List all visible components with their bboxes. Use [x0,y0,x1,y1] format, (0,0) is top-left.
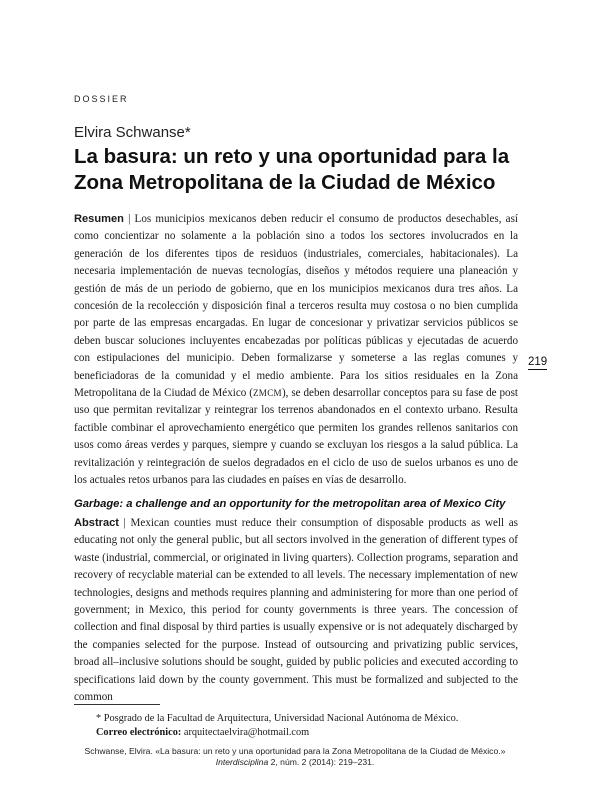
resumen-text-part2: ), se deben desarrollar conceptos para su fase de post uso que permitan revitalizar y reintegrar los terrenos abandonados en el contexto urbano. Resulta factible combinar el aprovechamiento energético que permiten los grandes rellenos sanitarios con usos como áreas verdes y parques, siempre y cuando se excluyan los riesgos a la salud pública. La revitalización y reintegración de suelos degradados en el ciclo de uso de suelos urbanos es uno de los actuales retos urbanos para las ciudades en países en vías de desarrollo. [74,387,518,487]
author-name: Elvira Schwanse* [74,124,191,141]
resumen-text-part1: Los municipios mexicanos deben reducir el consumo de productos desechables, así como concientizar no solamente a la población sino a todos los sectores involucrados en la generación de los diferentes tipos de residuos (industriales, comerciales, habitacionales). La necesaria implementación de nuevas tecnologías, diseños y métodos requiere una planeación y gestión de más de un periodo de gobierno, que en los municipios mexicanos dura tres años. La concesión de la recolección y disposición final a terceros resulta muy costosa o no bien cumplida por parte de las empresas encargadas. En lugar de concesionar y privatizar servicios públicos se deben buscar soluciones incluyentes encabezadas por políticas públicas y ejecutadas de acuerdo con estipulaciones del municipio. Deben formalizarse y someterse a las reglas comunes y beneficiadoras de la comunidad y el medio ambiente. Para los sitios residuales en la Zona Metropolitana de la Ciudad de México ( [74,213,518,400]
citation-line1: Schwanse, Elvira. «La basura: un reto y una oportunidad para la Zona Metropolitana de la Ciudad de México.» [84,746,506,756]
abstract-separator: | [119,517,131,529]
citation-footer [60,746,530,768]
citation-volume: 2, núm. 2 (2014): 219–231. [268,757,375,767]
footnote-affiliation: Posgrado de la Facultad de Arquitectura, Universidad Nacional Autónoma de México. [103,713,459,724]
abstract-label: Abstract [74,517,120,529]
article-title: La basura: un reto y una oportunidad para la Zona Metropolitana de la Ciudad de México [74,145,510,194]
abstract-paragraph [74,515,518,706]
zmcm-acronym: ZMCM [252,388,282,399]
footnote-divider [74,704,160,705]
abstract-text: Mexican counties must reduce their consumption of disposable products as well as educating not only the general public, but all sectors involved in the generation of different types of waste (industrial, commercial, or originated in living quarters). Collection programs, separation and recovery of recyclable material can be extended to all levels. The necessary implementation of new technologies, designs and methods requires planning and administering for more than one period of government; in Mexico, this period for county governments is three years. The concession of collection and final disposal by third parties is usually expensive or is not adequately discharged by the companies selected for the purpose. Instead of outsourcing and privatizing public services, broad all–inclusive solutions should be sought, guided by public policies and executed according to specifications laid down by the county government. This must be formalized and subjected to the common [74,517,518,704]
citation-journal: Interdisciplina [215,757,269,767]
resumen-paragraph [74,211,518,490]
author-footnote [96,712,518,740]
page-number: 219 [528,356,548,368]
footnote-email-label: Correo electrónico: [96,727,182,738]
footnote-marker: * [96,713,104,724]
english-title: Garbage: a challenge and an opportunity for the metropolitan area of Mexico City [74,498,506,510]
resumen-separator: | [123,213,135,225]
resumen-label: Resumen [74,213,124,225]
footnote-email[interactable]: arquitectaelvira@hotmail.com [183,727,310,738]
section-label: DOSSIER [74,94,129,104]
